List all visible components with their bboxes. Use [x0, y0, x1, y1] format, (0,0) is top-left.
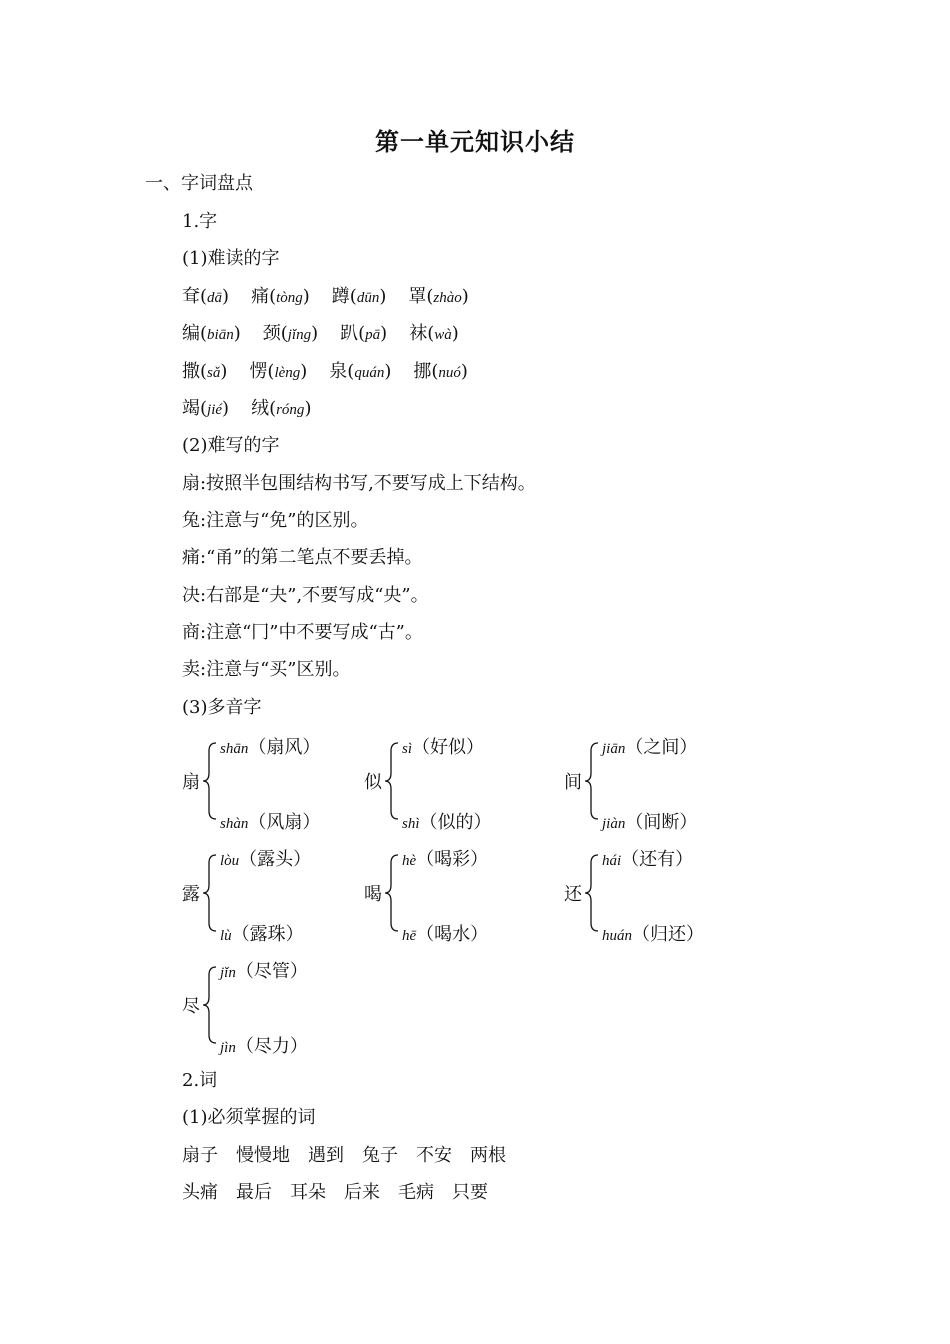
pinyin: shān [220, 741, 249, 757]
hard-read-entry [329, 360, 391, 385]
pinyin: wà [434, 327, 452, 343]
hard-read-entry [251, 285, 310, 310]
pinyin: biān [207, 327, 234, 343]
hard-read-char: 愣 [249, 361, 268, 382]
paren: ) [379, 286, 387, 307]
word-item: 只要 [452, 1182, 488, 1203]
word-item: 最后 [236, 1182, 272, 1203]
hard-write-line: 兔:注意与“免”的区别。 [182, 510, 369, 531]
hard-read-entry [263, 322, 318, 347]
paren: ( [347, 361, 355, 382]
example-word: （似的） [419, 812, 492, 833]
example-word: （之间） [625, 737, 698, 758]
paren: ( [200, 323, 208, 344]
example-word: （露头） [239, 849, 312, 870]
hard-read-entry [182, 322, 241, 347]
reading-bottom [220, 808, 320, 834]
pinyin: jǐng [287, 327, 312, 343]
pinyin: huán [602, 928, 632, 944]
example-word: （喝彩） [416, 849, 489, 870]
hard-read-char: 挪 [413, 361, 432, 382]
word-item: 毛病 [398, 1182, 434, 1203]
pinyin: jiàn [602, 816, 626, 832]
example-word: （好似） [412, 737, 485, 758]
pinyin: jiān [602, 741, 626, 757]
pinyin: sǎ [207, 365, 221, 381]
reading-top [220, 733, 320, 759]
reading-bottom [602, 920, 704, 946]
reading-bottom [402, 920, 488, 946]
example-word: （间断） [625, 812, 698, 833]
brace-icon [200, 957, 220, 1053]
reading-top [602, 733, 697, 759]
paren: ( [200, 361, 208, 382]
hard-read-entry [340, 322, 387, 347]
hard-read-char: 罩 [408, 286, 427, 307]
example-word: （还有） [621, 849, 694, 870]
brace-icon [200, 733, 220, 829]
example-word: （露珠） [231, 924, 304, 945]
paren: ( [427, 323, 435, 344]
hard-read-entry [182, 397, 229, 422]
hard-read-char: 编 [182, 323, 200, 344]
polyphone-group [182, 733, 382, 833]
polyphone-char: 还 [564, 884, 582, 905]
hard-read-entry [332, 285, 387, 310]
reading-top [220, 845, 311, 871]
hard-read-entry [182, 360, 227, 385]
paren: ) [451, 323, 459, 344]
hard-write-line: 卖:注意与“买”区别。 [182, 659, 351, 680]
paren: ( [280, 323, 288, 344]
word-item: 后来 [344, 1182, 380, 1203]
paren: ( [431, 361, 439, 382]
example-word: （喝水） [416, 924, 489, 945]
paren: ) [384, 361, 392, 382]
example-word: （风扇） [248, 812, 321, 833]
paren: ( [358, 323, 366, 344]
reading-top [402, 733, 484, 759]
pinyin: zhào [433, 290, 462, 306]
example-word: （尽管） [235, 961, 308, 982]
polyphone-group [564, 845, 764, 945]
pinyin: lù [220, 928, 232, 944]
brace-icon [582, 845, 602, 941]
hard-write-line: 痛:“甬”的第二笔点不要丢掉。 [182, 547, 423, 568]
brace-icon [200, 845, 220, 941]
pinyin: sì [402, 741, 413, 757]
paren: ) [461, 286, 469, 307]
pinyin: shàn [220, 816, 249, 832]
word-item: 耳朵 [290, 1182, 326, 1203]
reading-bottom [402, 808, 492, 834]
paren: ) [304, 398, 312, 419]
paren: ( [426, 286, 434, 307]
word-row [182, 1181, 506, 1205]
reading-top [402, 845, 488, 871]
hard-read-char: 撒 [182, 361, 200, 382]
section-heading: 一、字词盘点 [145, 173, 253, 194]
pinyin: nuó [438, 365, 461, 381]
example-word: （扇风） [248, 737, 321, 758]
polyphone-char: 扇 [182, 772, 200, 793]
pinyin: jìn [220, 1040, 236, 1056]
hard-read-char: 耷 [182, 286, 200, 307]
reading-bottom [220, 920, 304, 946]
hard-read-entry [182, 285, 229, 310]
hard-read-row [182, 322, 481, 347]
hard-read-char: 痛 [251, 286, 270, 307]
reading-bottom [220, 1032, 308, 1058]
paren: ( [267, 361, 275, 382]
paren: ) [300, 361, 308, 382]
pinyin: quán [354, 365, 385, 381]
hard-write-line: 决:右部是“夬”,不要写成“央”。 [182, 585, 429, 606]
paren: ) [222, 398, 230, 419]
hard-read-heading: (1)难读的字 [182, 248, 280, 269]
paren: ) [460, 361, 468, 382]
word-item: 不安 [416, 1145, 452, 1166]
hard-read-entry [409, 322, 459, 347]
hard-read-row [182, 360, 490, 385]
pinyin: lèng [274, 365, 301, 381]
word-item: 慢慢地 [236, 1145, 290, 1166]
hard-write-heading: (2)难写的字 [182, 435, 280, 456]
paren: ) [233, 323, 241, 344]
must-words-heading: (1)必须掌握的词 [182, 1107, 316, 1128]
hard-read-entry [413, 360, 468, 385]
paren: ) [220, 361, 228, 382]
hard-read-char: 蹲 [331, 286, 350, 307]
example-word: （尽力） [235, 1036, 308, 1057]
pinyin: tòng [276, 290, 303, 306]
reading-bottom [602, 808, 697, 834]
paren: ) [222, 286, 230, 307]
hard-read-char: 颈 [262, 323, 281, 344]
paren: ) [380, 323, 388, 344]
polyphone-char: 间 [564, 772, 582, 793]
example-word: （归还） [632, 924, 704, 945]
paren: ) [311, 323, 319, 344]
paren: ( [269, 398, 277, 419]
word-item: 遇到 [308, 1145, 344, 1166]
brace-icon [382, 845, 402, 941]
pinyin: dā [207, 290, 223, 306]
word-item: 头痛 [182, 1182, 218, 1203]
word-item: 两根 [470, 1145, 506, 1166]
polyphone-char: 似 [364, 772, 382, 793]
hard-read-char: 绒 [251, 398, 270, 419]
polyphone-group [364, 733, 564, 833]
hard-read-entry [251, 397, 311, 422]
paren: ( [200, 286, 208, 307]
polyphone-group [182, 957, 382, 1057]
hard-read-row [182, 397, 333, 422]
subsection-char: 1.字 [182, 211, 218, 232]
word-row [182, 1144, 524, 1168]
word-item: 兔子 [362, 1145, 398, 1166]
pinyin: róng [276, 402, 305, 418]
hard-read-char: 趴 [340, 323, 359, 344]
paren: ( [269, 286, 277, 307]
pinyin: dūn [356, 290, 380, 306]
polyphone-char: 喝 [364, 884, 382, 905]
pinyin: jǐn [220, 965, 236, 981]
subsection-word: 2.词 [182, 1070, 218, 1091]
polyphone-char: 露 [182, 884, 200, 905]
hard-read-char: 竭 [182, 398, 200, 419]
hard-read-entry [249, 360, 307, 385]
paren: ( [349, 286, 357, 307]
pinyin: jié [207, 402, 223, 418]
hard-read-entry [408, 285, 468, 310]
pinyin: lòu [220, 853, 240, 869]
hard-read-row [182, 285, 491, 310]
brace-icon [382, 733, 402, 829]
pinyin: pā [365, 327, 381, 343]
hard-write-line: 扇:按照半包围结构书写,不要写成上下结构。 [182, 473, 536, 494]
polyphone-heading: (3)多音字 [182, 697, 262, 718]
pinyin: shì [402, 816, 420, 832]
pinyin: hái [602, 853, 622, 869]
reading-top [602, 845, 693, 871]
pinyin: hē [402, 928, 417, 944]
reading-top [220, 957, 308, 983]
pinyin: hè [402, 853, 417, 869]
polyphone-group [564, 733, 764, 833]
paren: ) [302, 286, 310, 307]
brace-icon [582, 733, 602, 829]
page-title: 第一单元知识小结 [375, 127, 575, 156]
polyphone-char: 尽 [182, 996, 200, 1017]
paren: ( [200, 398, 208, 419]
polyphone-group [364, 845, 564, 945]
hard-read-char: 泉 [329, 361, 348, 382]
polyphone-group [182, 845, 382, 945]
word-item: 扇子 [182, 1145, 218, 1166]
hard-read-char: 袜 [409, 323, 428, 344]
hard-write-line: 商:注意“冂”中不要写成“古”。 [182, 622, 423, 643]
